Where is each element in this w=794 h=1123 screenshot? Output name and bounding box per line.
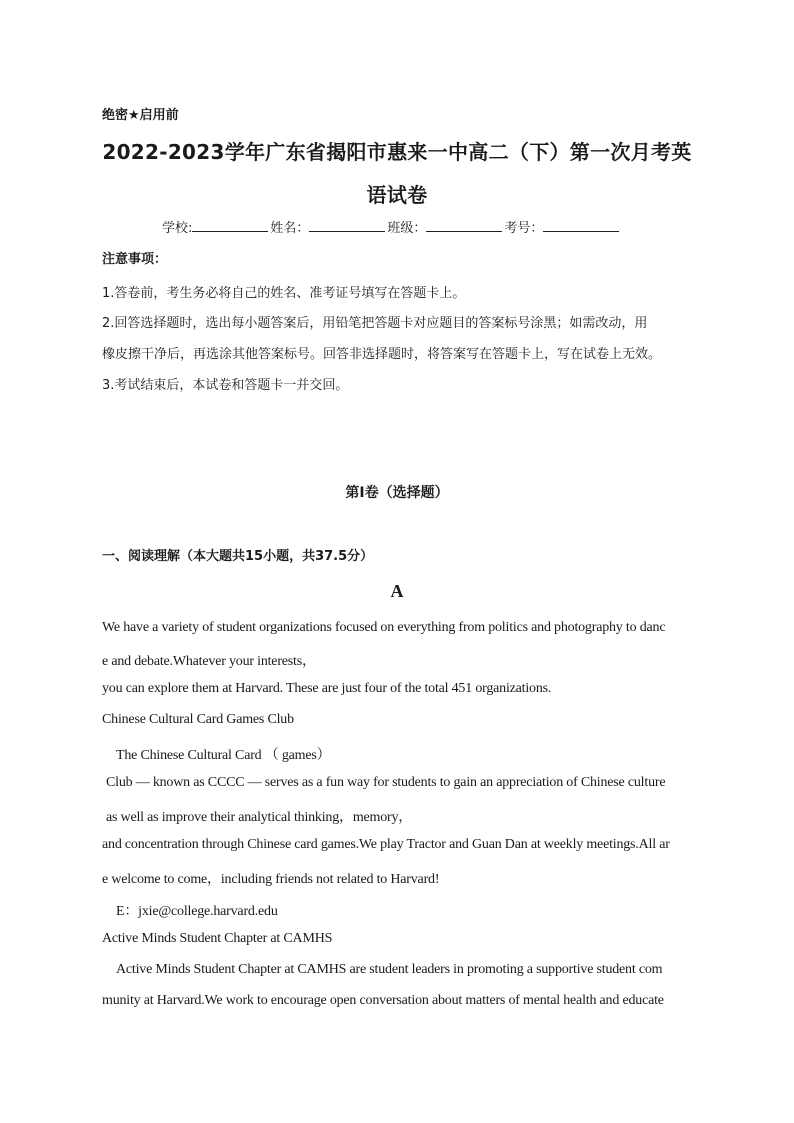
section-title: 第I卷（选择题）	[345, 485, 449, 501]
passage-line: munity at Harvard.We work to encourage open conversation about matters of mental health and educate	[102, 993, 664, 1008]
school-blank[interactable]	[192, 219, 268, 232]
contact-email: E：jxie@college.harvard.edu	[116, 904, 278, 919]
passage-line: Active Minds Student Chapter at CAMHS are student leaders in promoting a supportive student com	[116, 962, 663, 977]
part-title: 一、阅读理解（本大题共15小题，共37.5分）	[102, 549, 374, 564]
passage-line: e and debate.Whatever your interests，	[102, 654, 316, 669]
club-heading: Chinese Cultural Card Games Club	[102, 712, 294, 727]
name-label: 姓名：	[270, 221, 310, 236]
notice-item-3: 3.考试结束后，本试卷和答题卡一并交回。	[102, 378, 349, 393]
passage-line: you can explore them at Harvard. These are just four of the total 451 organizations.	[102, 681, 552, 696]
passage-line: e welcome to come，including friends not related to Harvard!	[102, 872, 440, 887]
notice-heading: 注意事项：	[102, 252, 168, 267]
passage-line: Club — known as CCCC — serves as a fun way for students to gain an appreciation of Chinese culture	[106, 775, 666, 790]
class-label: 班级：	[387, 221, 427, 236]
club-heading: Active Minds Student Chapter at CAMHS	[102, 931, 333, 946]
number-label: 考号：	[504, 221, 544, 236]
notice-item-2-line2: 橡皮擦干净后，再选涂其他答案标号。回答非选择题时，将答案写在答题卡上，写在试卷上无效。	[102, 347, 662, 362]
school-label: 学校:	[162, 221, 193, 236]
exam-title-line1: 2022-2023学年广东省揭阳市惠来一中高二（下）第一次月考英	[102, 140, 692, 164]
number-blank[interactable]	[543, 219, 619, 232]
passage-label: A	[390, 581, 404, 601]
secret-label: 绝密★启用前	[102, 108, 179, 123]
notice-item-1: 1.答卷前，考生务必将自己的姓名、准考证号填写在答题卡上。	[102, 286, 466, 301]
passage-line: as well as improve their analytical thinking，memory，	[106, 810, 413, 825]
passage-line: The Chinese Cultural Card （ games）	[116, 748, 331, 763]
exam-title-line2: 语试卷	[366, 183, 428, 207]
name-blank[interactable]	[309, 219, 385, 232]
notice-item-2-line1: 2.回答选择题时，选出每小题答案后，用铅笔把答题卡对应题目的答案标号涂黑；如需改动，用	[102, 316, 648, 331]
passage-line: and concentration through Chinese card games.We play Tractor and Guan Dan at weekly meetings.All ar	[102, 837, 670, 852]
class-blank[interactable]	[426, 219, 502, 232]
passage-line: We have a variety of student organizations focused on everything from politics and photography to danc	[102, 620, 666, 635]
student-info-fields	[162, 217, 621, 236]
